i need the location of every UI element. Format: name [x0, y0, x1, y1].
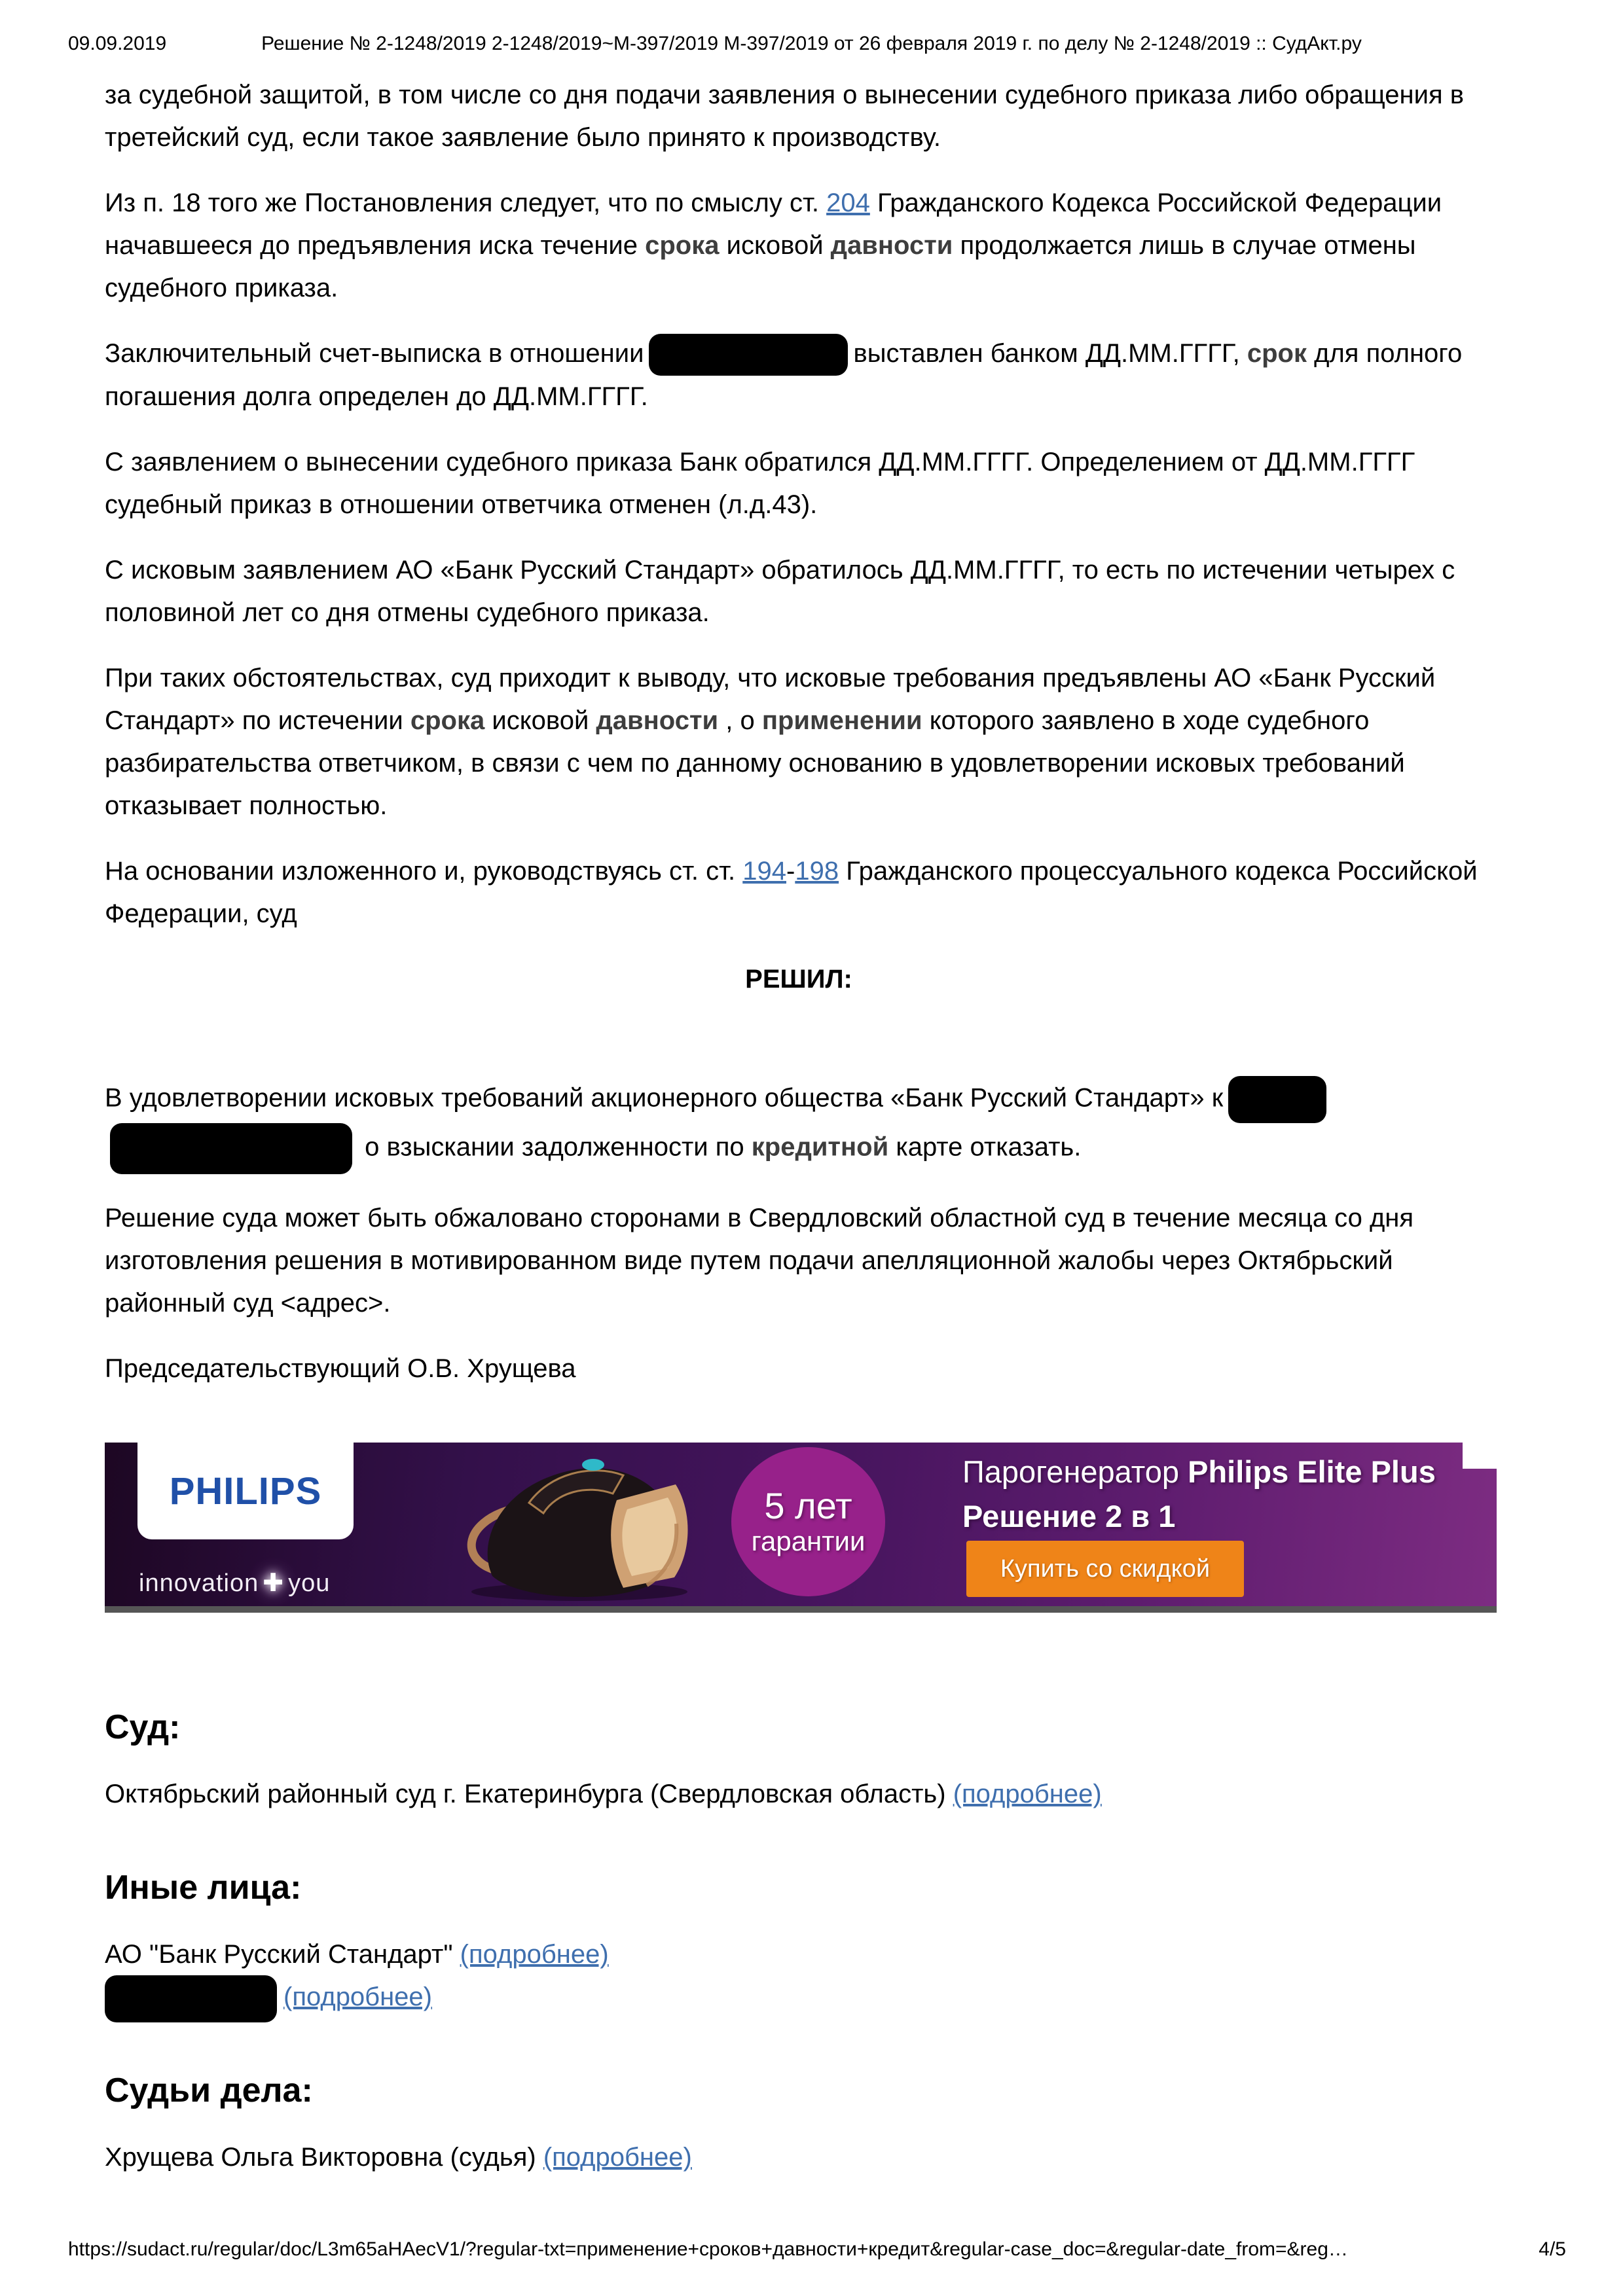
other-party-name: АО "Банк Русский Стандарт" — [105, 1940, 460, 1969]
decision-text — [105, 74, 1493, 1390]
philips-plus-icon: ✚ — [263, 1570, 285, 1598]
ad-headline — [962, 1453, 1436, 1535]
philips-ad-banner[interactable] — [105, 1443, 1497, 1613]
court-name-line — [105, 1773, 1493, 1816]
search-keyword: давности — [596, 706, 719, 736]
philips-tagline — [139, 1568, 330, 1598]
search-keyword: кредитной — [751, 1133, 889, 1162]
redacted-text — [1228, 1076, 1326, 1123]
statute-link[interactable]: 194 — [742, 857, 786, 886]
paragraph: При таких обстоятельствах, суд приходит к выводу, что исковые требования предъявлены АО «Банк Русский Стандарт» по истечении срока исковой давности , о применении которого заявлено в ходе судебного разбирательства ответчиком, в связи с чем по данному основанию в удовлетворении исковых требований отказывает полностью. — [105, 664, 1436, 821]
source-url: https://sudact.ru/regular/doc/L3m65aHAecV1/?regular-txt=применение+сроков+давности+кредит&regular-case_doc=&regular-date_from=&reg… — [68, 2238, 1348, 2260]
other-party-line — [105, 1933, 1493, 1976]
redacted-text — [649, 334, 848, 376]
search-keyword: срока — [410, 706, 485, 736]
search-keyword: давности — [830, 231, 953, 260]
warranty-badge — [731, 1447, 885, 1596]
paragraph: С заявлением о вынесении судебного приказа Банк обратился ДД.ММ.ГГГГ. Определением от ДД.ММ.ГГГГ судебный приказ в отношении ответчика отменен (л.д.43). — [105, 448, 1415, 520]
redacted-text — [110, 1123, 352, 1174]
other-party-details-link[interactable]: (подробнее) — [460, 1940, 609, 1969]
statute-link[interactable]: 204 — [826, 188, 870, 217]
ad-corner-marker — [1463, 1443, 1497, 1469]
judge-details-link[interactable]: (подробнее) — [543, 2143, 692, 2172]
paragraph: На основании изложенного и, руководствуясь ст. ст. 194-198 Гражданского процессуального кодекса Российской Федерации, суд — [105, 857, 1478, 929]
paragraph: Заключительный счет-выписка в отношении выставлен банком ДД.ММ.ГГГГ, срок для полного погашения долга определен до ДД.ММ.ГГГГ. — [105, 332, 1493, 418]
redacted-party-name — [105, 1975, 277, 2022]
print-date: 09.09.2019 — [68, 33, 167, 54]
philips-wordmark: PHILIPS — [169, 1469, 322, 1513]
judge-line — [105, 2136, 1493, 2179]
ad-subheadline: Решение 2 в 1 — [962, 1499, 1176, 1534]
judge-name: Хрущева Ольга Викторовна (судья) — [105, 2143, 543, 2172]
headline-product-name: Philips Elite Plus — [1188, 1454, 1436, 1490]
section-heading-judges: Судьи дела: — [105, 2072, 313, 2110]
statute-link[interactable]: 198 — [795, 857, 839, 886]
page-indicator: 4/5 — [1539, 2238, 1566, 2260]
section-heading-court: Суд: — [105, 1708, 181, 1747]
headline-regular: Парогенератор — [962, 1454, 1188, 1490]
search-keyword: срока — [645, 231, 720, 260]
warranty-years: 5 лет — [764, 1485, 852, 1527]
paragraph: Из п. 18 того же Постановления следует, что по смыслу ст. 204 Гражданского Кодекса Российской Федерации начавшееся до предъявления иска течение срока исковой давности продолжается лишь в случае отмены судебного приказа. — [105, 188, 1442, 302]
search-keyword: применении — [761, 706, 922, 736]
other-party-line-redacted — [105, 1976, 1493, 2018]
paragraph: за судебной защитой, в том числе со дня подачи заявления о вынесении судебного приказа либо обращения в третейский суд, если такое заявление было принято к производству. — [105, 81, 1464, 152]
print-footer — [68, 2237, 1566, 2262]
decision-document — [105, 74, 1493, 2179]
court-ruling-header: РЕШИЛ: — [745, 965, 852, 994]
philips-logo — [137, 1443, 354, 1539]
steam-generator-product-image — [452, 1446, 714, 1604]
court-name: Октябрьский районный суд г. Екатеринбурга (Свердловская область) — [105, 1780, 953, 1809]
section-heading-other-parties: Иные лица: — [105, 1869, 302, 1907]
paragraph: С исковым заявлением АО «Банк Русский Стандарт» обратилось ДД.ММ.ГГГГ, то есть по истечении четырех с половиной лет со дня отмены судебного приказа. — [105, 556, 1455, 628]
print-header — [68, 31, 1555, 56]
warranty-label: гарантии — [751, 1526, 866, 1557]
tagline-right: you — [288, 1570, 331, 1598]
paragraph: Решение суда может быть обжаловано сторонами в Свердловский областной суд в течение месяца со дня изготовления решения в мотивированном виде путем подачи апелляционной жалобы через Октябрьский районный суд <адрес>. — [105, 1204, 1414, 1318]
buy-discount-button[interactable]: Купить со скидкой — [966, 1541, 1244, 1597]
document-title: Решение № 2-1248/2019 2-1248/2019~М-397/2019 М-397/2019 от 26 февраля 2019 г. по делу № 2-1248/2019 :: СудАкт.ру — [261, 33, 1362, 54]
court-details-link[interactable]: (подробнее) — [953, 1780, 1102, 1809]
redacted-party-details-link[interactable]: (подробнее) — [283, 1982, 432, 2012]
paragraph: В удовлетворении исковых требований акционерного общества «Банк Русский Стандарт» к о взыскании задолженности по кредитной карте отказать. — [105, 1076, 1493, 1174]
tagline-left: innovation — [139, 1570, 259, 1598]
paragraph: Председательствующий О.В. Хрущева — [105, 1354, 576, 1384]
search-keyword: срок — [1247, 339, 1307, 368]
